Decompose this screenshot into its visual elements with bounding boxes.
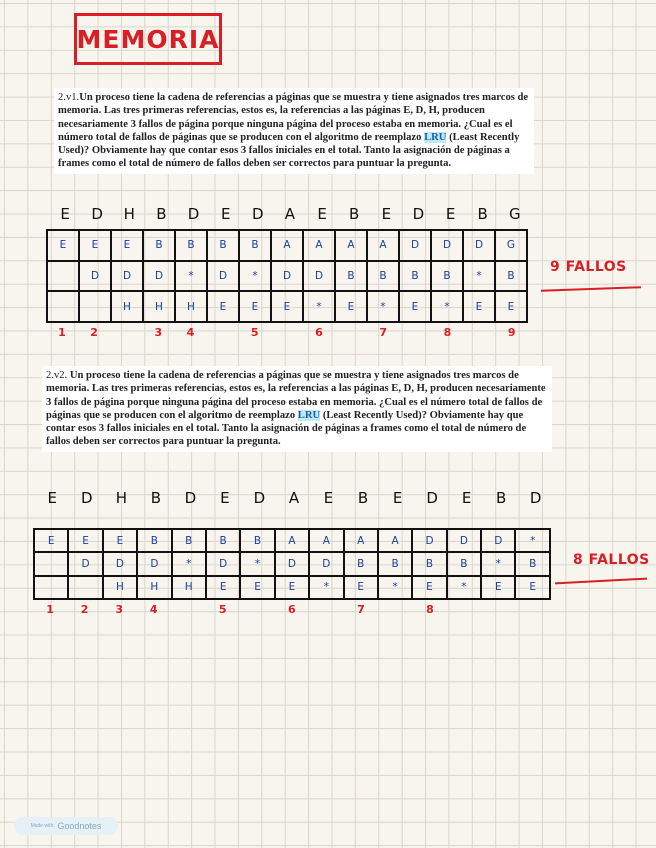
frame-cell: E (103, 529, 137, 552)
result-1-underline (541, 286, 641, 291)
frame-cell: D (275, 552, 309, 575)
frame-cell: A (344, 529, 378, 552)
frame-cell: E (111, 230, 143, 261)
frame-cell: * (175, 261, 207, 292)
frame-cell: D (79, 261, 111, 292)
frame-cell: H (137, 576, 171, 599)
watermark-brand-text: Goodnotes (57, 821, 102, 831)
reference-page: E (220, 205, 231, 223)
frame-cell: D (111, 261, 143, 292)
reference-page: E (392, 489, 403, 507)
frame-cell: H (172, 576, 206, 599)
frame-cell: * (481, 552, 515, 575)
reference-page: D (187, 205, 200, 223)
frame-cell: D (463, 230, 495, 261)
frame-cell: B (431, 261, 463, 292)
frame-cell: * (378, 576, 412, 599)
frame-cell: D (137, 552, 171, 575)
reference-page: E (220, 489, 230, 507)
frame-cell: * (240, 552, 274, 575)
frame-cell: E (68, 529, 102, 552)
frame-cell: D (447, 529, 481, 552)
fault-number: 7 (379, 326, 388, 339)
frame-cell: D (103, 552, 137, 575)
frame-cell (34, 576, 68, 599)
frame-cell: E (344, 576, 378, 599)
frame-cell: D (143, 261, 175, 292)
reference-page: B (156, 205, 167, 223)
reference-page: D (91, 205, 103, 223)
frame-cell: A (378, 529, 412, 552)
frame-cell: E (239, 291, 271, 322)
reference-string-1 (49, 205, 531, 223)
question-2 (42, 366, 552, 452)
reference-page: H (123, 205, 135, 223)
frame-cell: * (447, 576, 481, 599)
frame-cell: G (495, 230, 527, 261)
frame-cell: B (412, 552, 446, 575)
reference-page: D (81, 489, 93, 507)
fault-number: 4 (186, 326, 195, 339)
result-2: 8 FALLOS (573, 552, 650, 568)
frame-cell (47, 261, 79, 292)
frame-cell: D (271, 261, 303, 292)
question-1 (54, 88, 534, 174)
frame-cell: B (515, 552, 550, 575)
fault-number: 2 (90, 326, 98, 339)
question-1-lru: LRU (424, 131, 447, 143)
reference-page: E (323, 489, 334, 507)
reference-page: B (357, 489, 369, 507)
question-2-text-2: (Least Recently Used)? Obviamente hay que contar esos 3 fallos iniciales en el total. Tanto la asignación de páginas a frames como el total de número de fallos deben ser correctos para puntuar la pregunta. (46, 409, 527, 448)
frame-cell: * (239, 261, 271, 292)
reference-page: D (412, 205, 425, 223)
reference-page: D (253, 489, 266, 507)
frame-cell: H (103, 576, 137, 599)
page-title: MEMORIA (76, 24, 220, 54)
frame-cell: * (303, 291, 335, 322)
frame-cell: E (463, 291, 495, 322)
reference-page: B (150, 489, 161, 507)
reference-page: E (381, 205, 392, 223)
fault-number: 9 (507, 326, 516, 339)
goodnotes-watermark (14, 817, 118, 835)
frame-cell: D (207, 261, 239, 292)
frame-cell: E (275, 576, 309, 599)
frame-cell (34, 552, 68, 575)
frame-cell: D (399, 230, 431, 261)
fault-number: 4 (149, 603, 158, 616)
reference-page: B (477, 205, 488, 223)
reference-page: A (284, 205, 296, 223)
reference-page: G (509, 205, 521, 223)
frame-cell: E (207, 291, 239, 322)
fault-number: 7 (357, 603, 365, 616)
frame-cell: B (172, 529, 206, 552)
frame-cell: E (47, 230, 79, 261)
frame-cell: A (309, 529, 343, 552)
fault-number: 2 (80, 603, 89, 616)
frame-cell: D (309, 552, 343, 575)
title-box (74, 13, 222, 65)
frame-cell: E (399, 291, 431, 322)
question-1-text-2: (Least Recently Used)? Obviamente hay que contar esos 3 fallos iniciales en el total. Tanto la asignación de páginas a frames como el total de número de fallos deben ser correctos para puntuar la pregunta. (58, 131, 520, 170)
frame-cell: E (515, 576, 550, 599)
frame-cell: A (275, 529, 309, 552)
fault-number: 3 (154, 326, 163, 339)
frame-cell: B (399, 261, 431, 292)
reference-page: B (496, 489, 507, 507)
frame-row (47, 261, 527, 292)
frame-cell: E (335, 291, 367, 322)
frame-cell: B (240, 529, 274, 552)
frame-cell: * (309, 576, 343, 599)
frame-cell: D (206, 552, 240, 575)
fault-number: 6 (315, 326, 323, 339)
result-2-underline (555, 578, 647, 585)
frame-cell: * (515, 529, 550, 552)
reference-string-2 (35, 489, 553, 507)
frames-table-2 (33, 528, 551, 600)
frame-cell: B (206, 529, 240, 552)
frame-cell: B (137, 529, 171, 552)
fault-number: 8 (426, 603, 434, 616)
question-1-text-1: Un proceso tiene la cadena de referencias a páginas que se muestra y tiene asignados tres marcos de memoria. Las tres primeras referencias, estos es, la referencias a las páginas E, D, H, producen necesariamente 3 fallos de página porque ninguna página del proceso estaba en memoria. ¿Cual es el número total de fallos de páginas que se producen con el algoritmo de reemplazo (58, 92, 529, 143)
frame-row (34, 576, 550, 599)
fault-number: 1 (46, 603, 54, 616)
fault-number: 8 (443, 326, 452, 339)
reference-page: E (47, 489, 57, 507)
frame-cell: B (367, 261, 399, 292)
fault-number: 1 (58, 326, 66, 339)
frame-cell: E (79, 230, 111, 261)
frame-cell: E (481, 576, 515, 599)
question-2-lru: LRU (297, 409, 321, 421)
frame-cell: E (271, 291, 303, 322)
frame-cell: B (207, 230, 239, 261)
frame-cell: A (367, 230, 399, 261)
frame-cell: D (303, 261, 335, 292)
frame-cell: E (206, 576, 240, 599)
frame-cell: E (240, 576, 274, 599)
frame-cell: B (378, 552, 412, 575)
frame-row (34, 529, 550, 552)
frame-cell: B (175, 230, 207, 261)
frame-cell: * (431, 291, 463, 322)
frame-cell: D (68, 552, 102, 575)
fault-numbers-2 (33, 603, 551, 617)
frame-cell (79, 291, 111, 322)
frame-cell: E (34, 529, 68, 552)
fault-number: 3 (115, 603, 123, 616)
reference-page: E (317, 205, 327, 223)
reference-page: B (349, 205, 360, 223)
fault-number: 5 (250, 326, 259, 339)
frame-cell: * (367, 291, 399, 322)
frame-cell: A (335, 230, 367, 261)
frame-cell: H (143, 291, 175, 322)
reference-page: A (288, 489, 300, 507)
frame-cell: B (239, 230, 271, 261)
reference-page: D (184, 489, 197, 507)
frame-cell: B (495, 261, 527, 292)
reference-page: E (461, 489, 472, 507)
frame-cell: D (431, 230, 463, 261)
reference-page: E (445, 205, 456, 223)
frames-table-1 (46, 229, 528, 323)
reference-page: E (60, 205, 70, 223)
fault-number: 6 (288, 603, 296, 616)
reference-page: D (426, 489, 438, 507)
frame-cell: * (463, 261, 495, 292)
reference-page: D (252, 205, 264, 223)
reference-page: H (115, 489, 127, 507)
frame-cell: E (495, 291, 527, 322)
fault-numbers-1 (46, 326, 528, 340)
question-1-prefix: 2.v1. (58, 92, 80, 103)
frame-cell (68, 576, 102, 599)
question-2-text-1: Un proceso tiene la cadena de referencias a páginas que se muestra y tiene asignados tres marcos de memoria. Las tres primeras referencias, estos es, la referencias a las páginas E, D, H, producen necesariamente 3 fallos de página porque ninguna página del proceso estaba en memoria. ¿Cual es el número total de fallos de páginas que se producen con el algoritmo de reemplazo (46, 370, 546, 421)
frame-row (47, 291, 527, 322)
frame-cell: * (172, 552, 206, 575)
frame-cell: B (344, 552, 378, 575)
frame-cell: A (271, 230, 303, 261)
reference-page: D (529, 489, 542, 507)
frame-cell: H (175, 291, 207, 322)
frame-row (47, 230, 527, 261)
question-2-prefix: 2.v2. (46, 370, 70, 381)
frame-cell (47, 291, 79, 322)
frame-cell: A (303, 230, 335, 261)
frame-cell: D (481, 529, 515, 552)
frame-cell: E (412, 576, 446, 599)
frame-cell: B (335, 261, 367, 292)
fault-number: 5 (218, 603, 227, 616)
frame-cell: B (143, 230, 175, 261)
watermark-small-text: Made with (30, 823, 54, 829)
frame-cell: B (447, 552, 481, 575)
frame-cell: D (412, 529, 446, 552)
result-1: 9 FALLOS (550, 259, 627, 275)
frame-cell: H (111, 291, 143, 322)
frame-row (34, 552, 550, 575)
